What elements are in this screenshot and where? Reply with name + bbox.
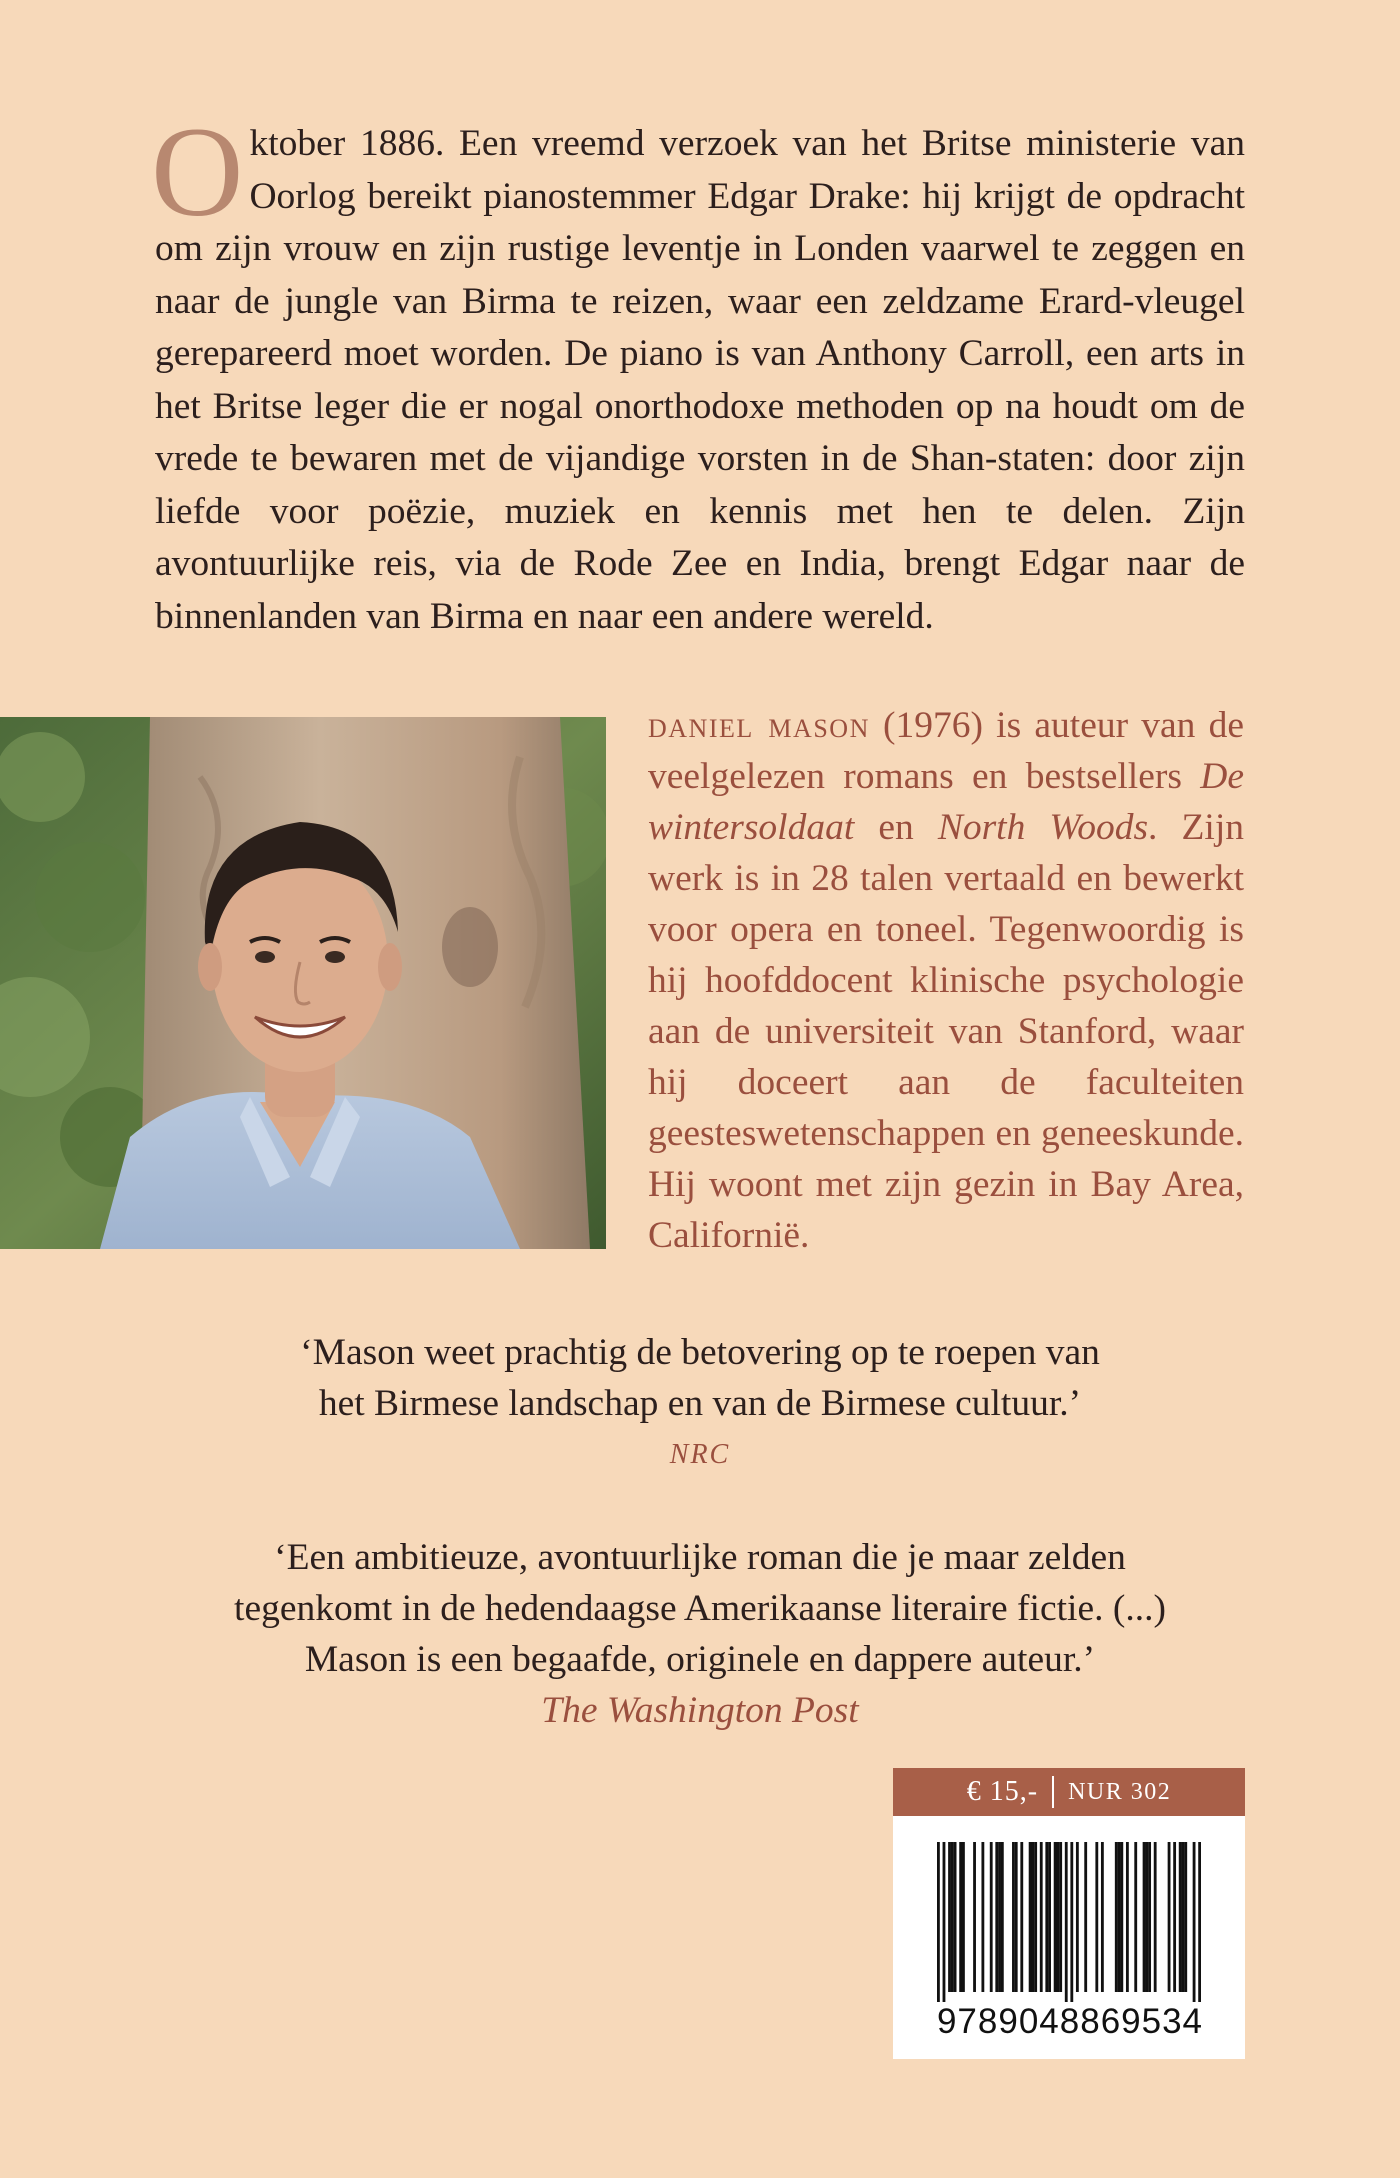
author-photo bbox=[0, 717, 606, 1249]
barcode-bar bbox=[1118, 1842, 1121, 1992]
barcode-box bbox=[893, 1816, 1245, 2059]
review-quote-nrc bbox=[150, 1327, 1250, 1480]
quote-line: het Birmese landschap en van de Birmese cultuur.’ bbox=[318, 1383, 1082, 1424]
barcode-bar bbox=[1182, 1842, 1185, 1992]
price-band bbox=[893, 1768, 1245, 1816]
quote-source: The Washington Post bbox=[541, 1690, 859, 1731]
book-title-2: North Woods bbox=[937, 807, 1149, 848]
barcode-bar bbox=[1184, 1842, 1187, 1992]
quote-line: ‘Een ambitieuze, avontuurlijke roman die je maar zelden bbox=[274, 1537, 1126, 1578]
author-bio bbox=[648, 700, 1244, 1261]
barcode-bar bbox=[1134, 1842, 1137, 1992]
barcode-bar bbox=[1084, 1842, 1087, 1992]
barcode-bar bbox=[948, 1842, 951, 1992]
barcode-bar bbox=[1148, 1842, 1151, 1992]
barcode-bar bbox=[1031, 1842, 1034, 1992]
barcode-bar bbox=[1076, 1842, 1079, 1992]
quote-line: Mason is een begaafde, originele en dappere auteur.’ bbox=[304, 1639, 1096, 1680]
barcode-bar bbox=[1095, 1842, 1098, 1992]
price-separator bbox=[1052, 1776, 1054, 1808]
barcode-bar bbox=[1154, 1842, 1157, 1992]
isbn-number: 9789048869534 bbox=[936, 2002, 1204, 2041]
barcode-bar bbox=[1115, 1842, 1118, 1992]
blurb-text: ktober 1886. Een vreemd verzoek van het Britse ministerie van Oorlog bereikt pianostemmer Edgar Drake: hij krijgt de opdracht om zijn vrouw en zijn rustige leventje in Londen vaarwel te zeggen en naar de jungle van Birma te reizen, waar een zeldzame Erard-vleugel gerepareerd moet worden. De piano is van Anthony Carroll, een arts in het Britse leger die er nogal onorthodoxe methoden op na houdt om de vrede te bewaren met de vijandige vorsten in de Shan-staten: door zijn liefde voor poëzie, muziek en kennis met hen te delen. Zijn avontuurlijke reis, via de Rode Zee en India, brengt Edgar naar de binnenlanden van Birma en naar een andere wereld. bbox=[155, 123, 1245, 637]
nur-code: NUR 302 bbox=[1068, 1778, 1172, 1805]
barcode-bar bbox=[1045, 1842, 1048, 1992]
quote-line: ‘Mason weet prachtig de betovering op te roepen van bbox=[300, 1332, 1100, 1373]
drop-cap: O bbox=[151, 101, 244, 243]
barcode-bar bbox=[1054, 1842, 1057, 1992]
barcode-bar bbox=[1198, 1842, 1201, 2002]
quote-source: NRC bbox=[669, 1439, 731, 1470]
barcode-bar bbox=[954, 1842, 957, 1992]
quote-line: tegenkomt in de hedendaagse Amerikaanse literaire fictie. (...) bbox=[234, 1588, 1166, 1629]
barcode-bar bbox=[1015, 1842, 1018, 1992]
barcode-bar bbox=[1020, 1842, 1023, 1992]
author-name: daniel mason bbox=[648, 705, 870, 746]
barcode-bar bbox=[990, 1842, 993, 1992]
barcode-bar bbox=[1034, 1842, 1037, 1992]
barcode-bar bbox=[1120, 1842, 1123, 1992]
barcode-bar bbox=[1173, 1842, 1176, 1992]
barcode-bar bbox=[959, 1842, 962, 1992]
barcode bbox=[937, 1842, 1201, 2020]
barcode-bar bbox=[951, 1842, 954, 1992]
barcode-bar bbox=[1012, 1842, 1015, 1992]
bio-text-3: . Zijn werk is in 28 talen vertaald en bewerkt voor opera en toneel. Tegenwoordig is hij hoofddocent klinische psychologie aan de universiteit van Stanford, waar hij doceert aan de faculteiten geesteswetenschappen en geneeskunde. Hij woont met zijn gezin in Bay Area, Californië. bbox=[648, 807, 1244, 1256]
barcode-bar bbox=[995, 1842, 998, 1992]
barcode-bar bbox=[981, 1842, 984, 1992]
barcode-bar bbox=[1168, 1842, 1171, 1992]
barcode-bar bbox=[1001, 1842, 1004, 1992]
review-quote-washington-post bbox=[150, 1532, 1250, 1736]
price-label: € 15,- bbox=[966, 1776, 1039, 1807]
barcode-bar bbox=[1040, 1842, 1043, 1992]
barcode-bar bbox=[1056, 1842, 1059, 1992]
barcode-bar bbox=[1193, 1842, 1196, 2002]
bio-text-1: (1976) is auteur van de veelgelezen romans en bestsellers bbox=[648, 705, 1244, 797]
blurb-paragraph bbox=[151, 101, 1245, 643]
barcode-bar bbox=[1065, 1842, 1068, 2002]
barcode-bar bbox=[1048, 1842, 1051, 1992]
barcode-bar bbox=[1070, 1842, 1073, 2002]
barcode-bar bbox=[943, 1842, 946, 2002]
barcode-bar bbox=[998, 1842, 1001, 1992]
barcode-bar bbox=[1059, 1842, 1062, 1992]
bio-text-2: en bbox=[854, 807, 938, 848]
barcode-bar bbox=[1179, 1842, 1182, 1992]
barcode-bar bbox=[1143, 1842, 1146, 1992]
barcode-bar bbox=[962, 1842, 965, 1992]
barcode-bar bbox=[1145, 1842, 1148, 1992]
barcode-bar bbox=[1101, 1842, 1104, 1992]
barcode-bar bbox=[937, 1842, 940, 2002]
barcode-bar bbox=[1126, 1842, 1129, 1992]
barcode-bar bbox=[973, 1842, 976, 1992]
barcode-bar bbox=[1029, 1842, 1032, 1992]
book-title-1: De wintersoldaat bbox=[648, 756, 1244, 848]
